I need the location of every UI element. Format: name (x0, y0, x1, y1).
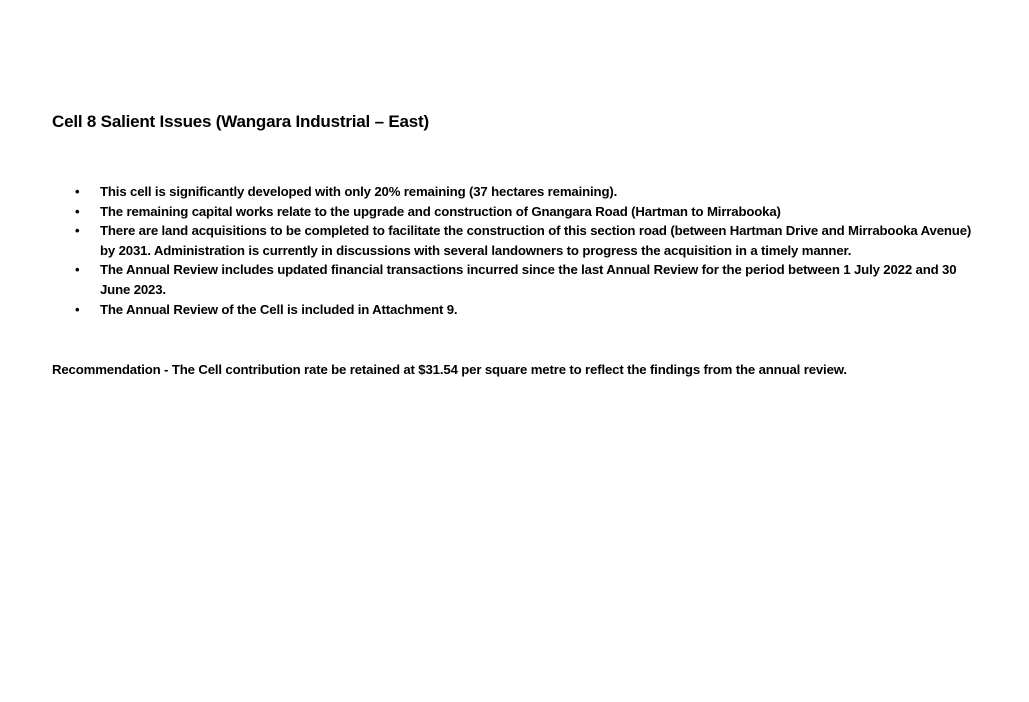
list-item (52, 300, 982, 320)
bullet-icon: • (75, 223, 80, 239)
list-item-text: The Annual Review includes updated financial transactions incurred since the last Annual Review for the period between 1 July 2022 and 30 June 2023. (100, 262, 957, 297)
list-item (52, 202, 982, 222)
bullet-icon: • (75, 184, 80, 199)
list-item-text: This cell is significantly developed with only 20% remaining (37 hectares remaining). (100, 184, 618, 199)
bullet-icon: • (75, 262, 80, 278)
section-heading: Cell 8 Salient Issues (Wangara Industrial – East) (52, 112, 429, 131)
list-item-text: There are land acquisitions to be completed to facilitate the construction of this section road (between Hartman Drive and Mirrabooka Avenue) by 2031. Administration is currently in discussions with several landowners to progress the acquisition in a timely manner. (100, 223, 972, 258)
list-item (52, 221, 982, 260)
salient-issues-list (52, 182, 982, 319)
list-item (52, 260, 982, 299)
list-item (52, 182, 982, 202)
recommendation-text: Recommendation - The Cell contribution rate be retained at $31.54 per square metre to reflect the findings from the annual review. (52, 362, 847, 377)
list-item-text: The Annual Review of the Cell is included in Attachment 9. (100, 301, 458, 317)
list-item-text: The remaining capital works relate to the upgrade and construction of Gnangara Road (Hartman to Mirrabooka) (100, 203, 781, 219)
bullet-icon: • (75, 203, 80, 219)
bullet-icon: • (75, 301, 80, 317)
